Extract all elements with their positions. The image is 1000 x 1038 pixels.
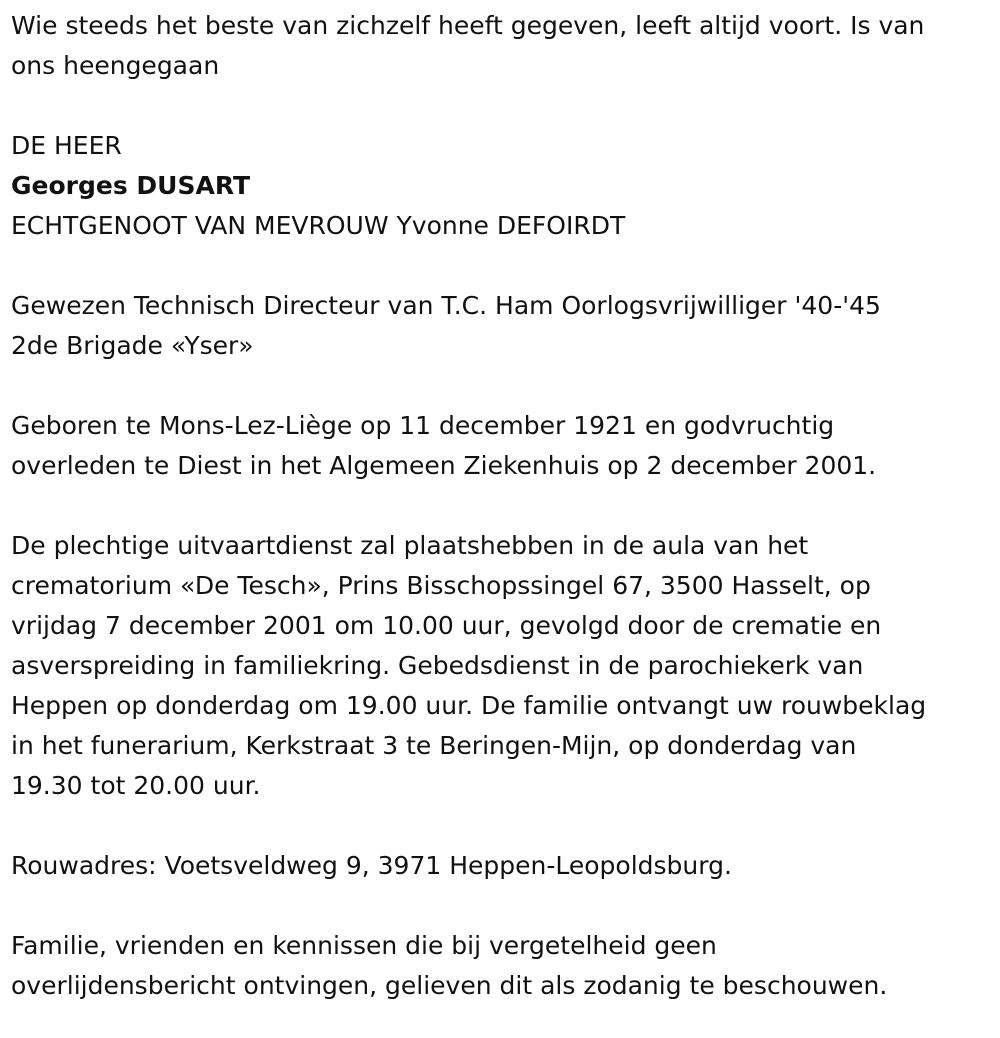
career-line: Gewezen Technisch Directeur van T.C. Ham Oorlogsvrijwilliger '40-'45: [11, 291, 881, 320]
ceremony-paragraph: [11, 526, 996, 806]
paragraph-spacer: [11, 486, 996, 526]
ceremony-line: 19.30 tot 20.00 uur.: [11, 771, 261, 800]
obituary-notice: [11, 6, 996, 1006]
paragraph-spacer: [11, 246, 996, 286]
paragraph-spacer: [11, 86, 996, 126]
ceremony-line: in het funerarium, Kerkstraat 3 te Beringen-Mijn, op donderdag van: [11, 731, 857, 760]
career-paragraph: [11, 286, 996, 366]
closing-line: overlijdensbericht ontvingen, gelieven dit als zodanig te beschouwen.: [11, 971, 888, 1000]
paragraph-spacer: [11, 806, 996, 846]
ceremony-line: crematorium «De Tesch», Prins Bisschopssingel 67, 3500 Hasselt, op: [11, 571, 871, 600]
birth-death-line: Geboren te Mons-Lez-Liège op 11 december 1921 en godvruchtig: [11, 411, 835, 440]
closing-line: Familie, vrienden en kennissen die bij vergetelheid geen: [11, 931, 717, 960]
spouse-line: ECHTGENOOT VAN MEVROUW Yvonne DEFOIRDT: [11, 211, 626, 240]
intro-line: Wie steeds het beste van zichzelf heeft gegeven, leeft altijd voort. Is van: [11, 11, 925, 40]
paragraph-spacer: [11, 886, 996, 926]
deceased-name: Georges DUSART: [11, 171, 251, 200]
career-line: 2de Brigade «Yser»: [11, 331, 254, 360]
ceremony-line: asverspreiding in familiekring. Gebedsdienst in de parochiekerk van: [11, 651, 864, 680]
intro-paragraph: [11, 6, 996, 86]
ceremony-line: Heppen op donderdag om 19.00 uur. De familie ontvangt uw rouwbeklag: [11, 691, 927, 720]
birth-death-paragraph: [11, 406, 996, 486]
intro-line: ons heengegaan: [11, 51, 220, 80]
ceremony-line: vrijdag 7 december 2001 om 10.00 uur, gevolgd door de crematie en: [11, 611, 882, 640]
birth-death-line: overleden te Diest in het Algemeen Ziekenhuis op 2 december 2001.: [11, 451, 877, 480]
paragraph-spacer: [11, 366, 996, 406]
title-prefix: DE HEER: [11, 131, 122, 160]
closing-paragraph: [11, 926, 996, 1006]
ceremony-line: De plechtige uitvaartdienst zal plaatshebben in de aula van het: [11, 531, 809, 560]
mourning-address: Rouwadres: Voetsveldweg 9, 3971 Heppen-Leopoldsburg.: [11, 851, 732, 880]
